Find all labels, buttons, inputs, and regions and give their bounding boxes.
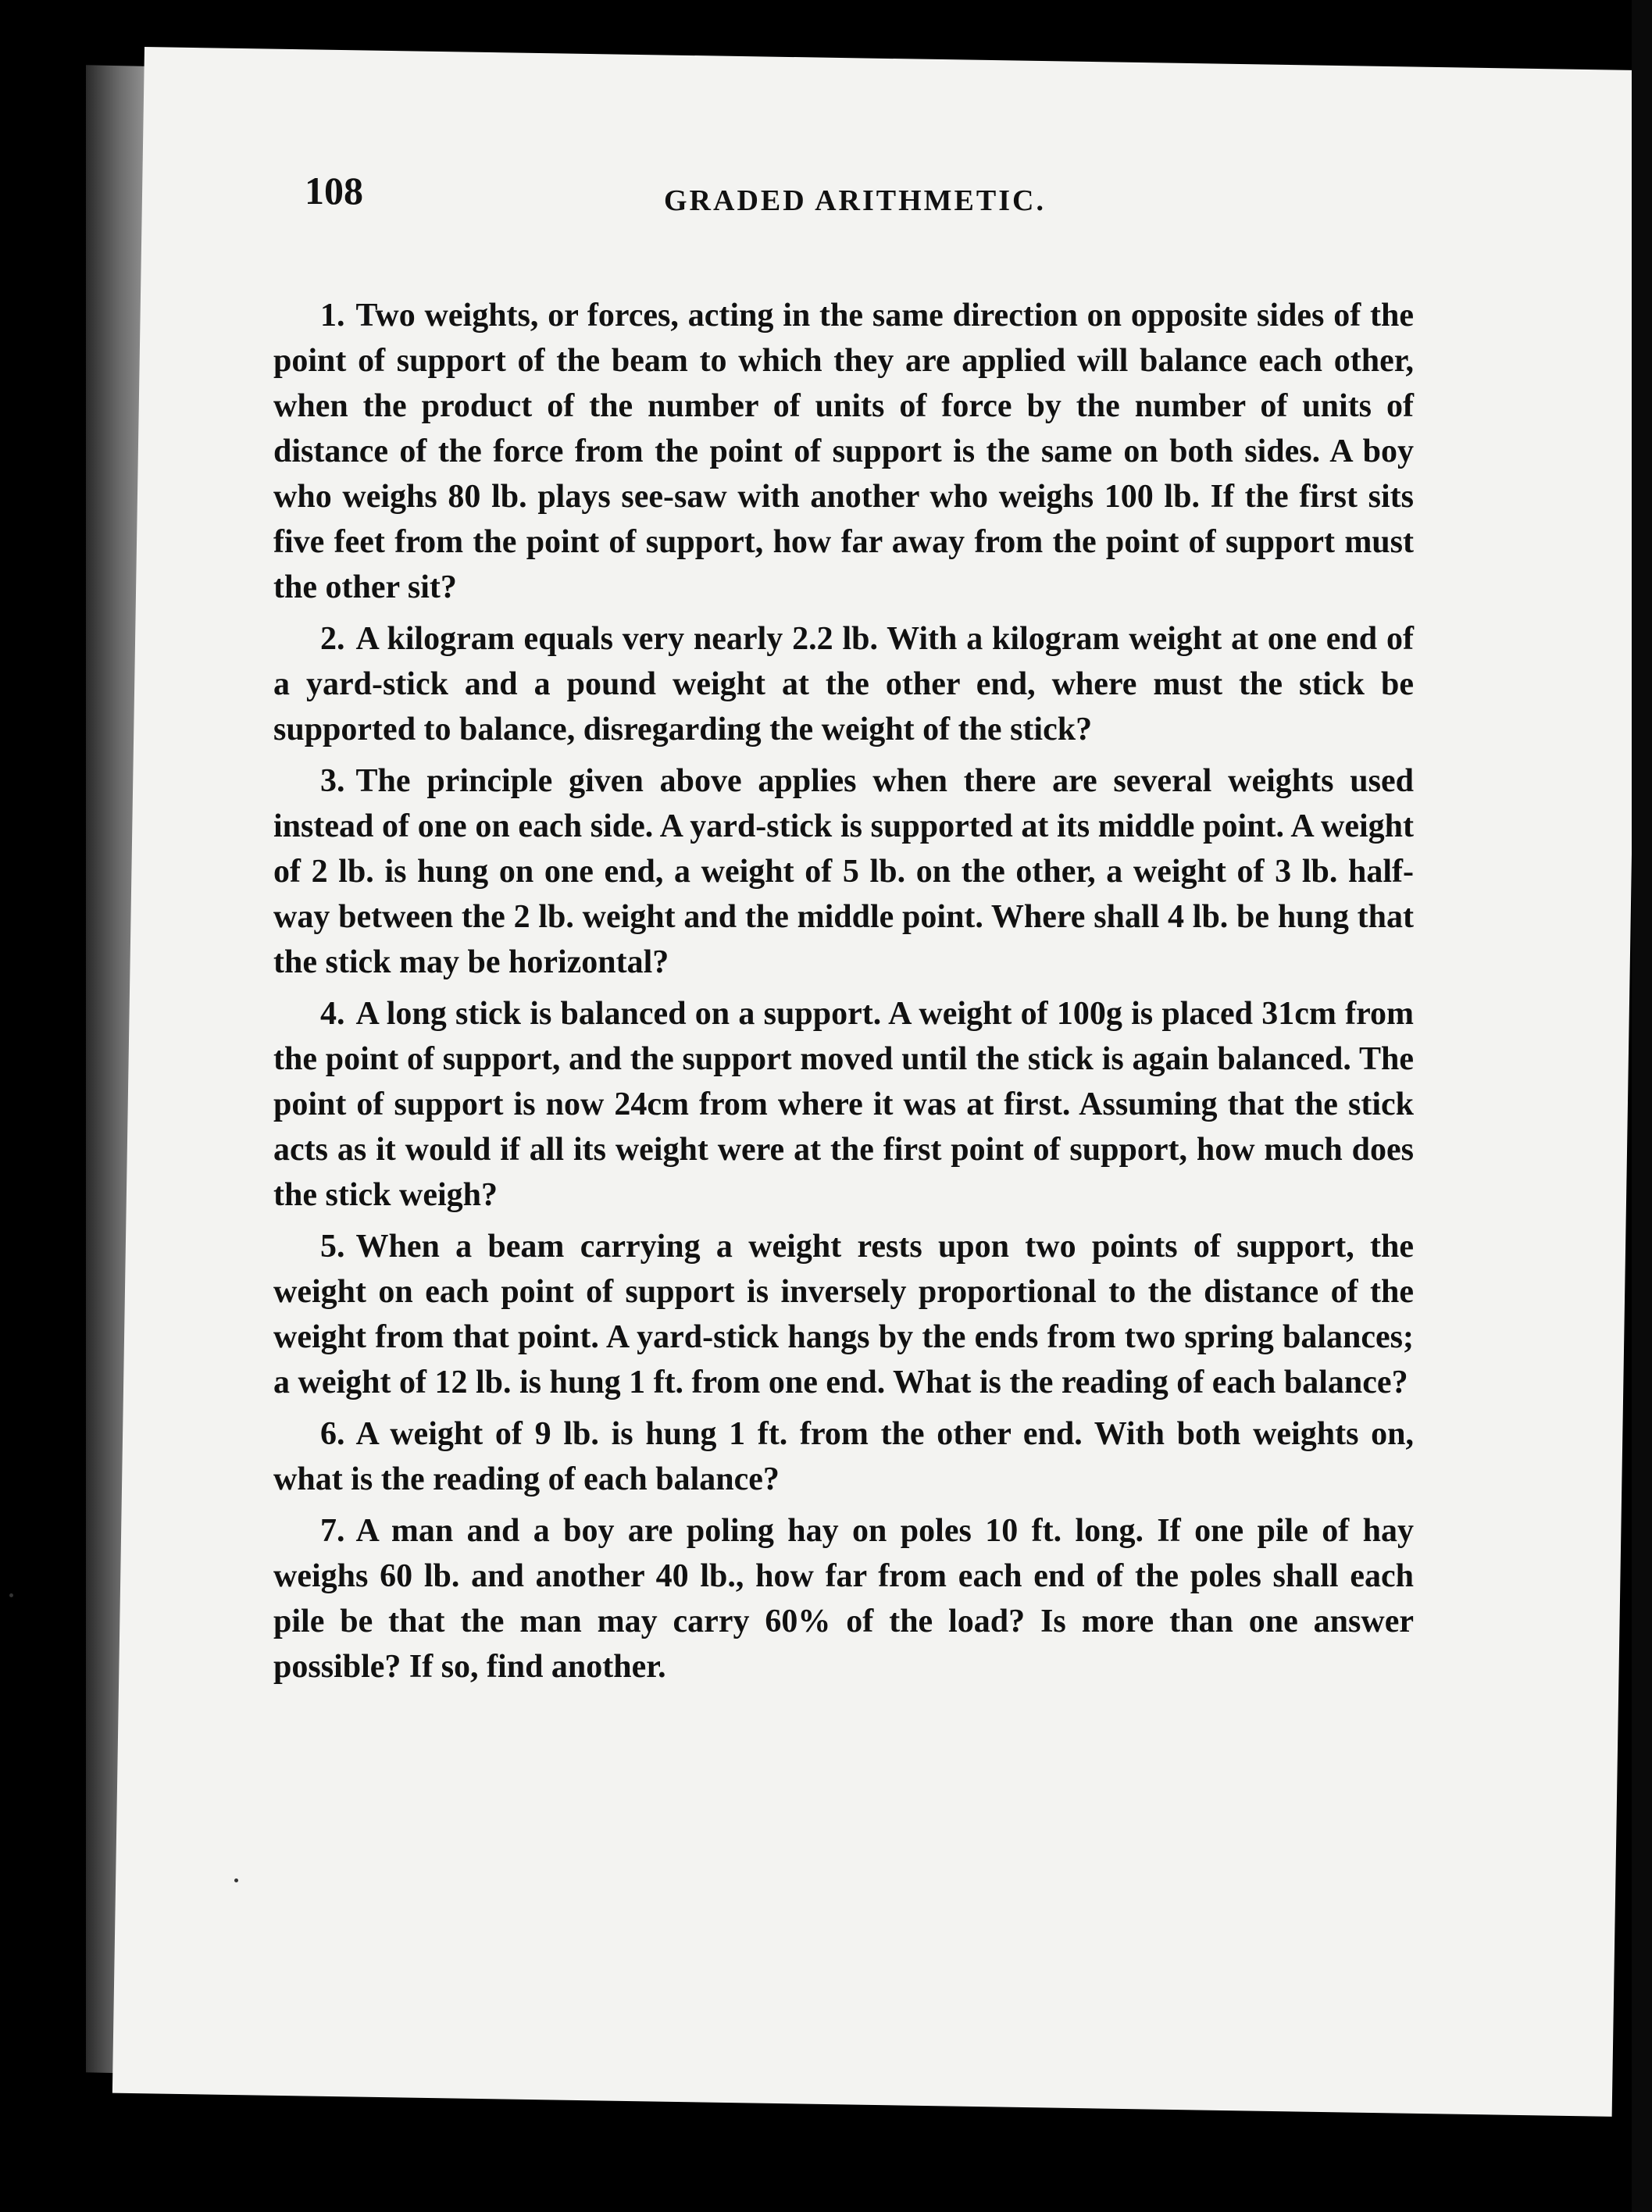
problem-number: 7.: [320, 1513, 345, 1549]
problem-number: 4.: [320, 996, 345, 1032]
scan-speck: [9, 1593, 13, 1597]
page-header-title: GRADED ARITHMETIC.: [664, 184, 1046, 217]
problem-3: [273, 758, 1414, 985]
problem-5: [273, 1224, 1414, 1405]
problem-7: [273, 1508, 1414, 1689]
problem-number: 3.: [320, 763, 345, 799]
problem-number: 6.: [320, 1416, 345, 1452]
scan-border-right: [1632, 0, 1652, 2212]
scan-speck: [234, 1878, 238, 1882]
problem-text: A weight of 9 lb. is hung 1 ft. from the other end. With both weights on, what is the reading of each balance?: [273, 1416, 1414, 1497]
problem-list: [273, 293, 1414, 1696]
problem-text: A long stick is balanced on a support. A weight of 100g is placed 31cm from the point of support, and the support moved until the stick is again balanced. The point of support is now 24cm from where it was at first. Assuming that the stick acts as it would if all its weight were at the first point of support, how much does the stick weigh?: [273, 996, 1414, 1213]
problem-text: A kilogram equals very nearly 2.2 lb. With a kilogram weight at one end of a yard-stick and a pound weight at the other end, where must the stick be supported to balance, disregarding the weight of the stick?: [273, 621, 1414, 747]
problem-text: Two weights, or forces, acting in the same direction on opposite sides of the point of support of the beam to which they are applied will balance each other, when the product of the number of units of force by the number of units of distance of the force from the point of support is the same on both sides. A boy who weighs 80 lb. plays see-saw with another who weighs 100 lb. If the first sits five feet from the point of support, how far away from the point of support must the other sit?: [273, 298, 1414, 605]
problem-number: 1.: [320, 298, 345, 334]
running-head: [305, 168, 1398, 230]
problem-4: [273, 991, 1414, 1218]
problem-text: When a beam carrying a weight rests upon two points of support, the weight on each point of support is inversely proportional to the distance of the weight from that point. A yard-stick hangs by the ends from two spring balances; a weight of 12 lb. is hung 1 ft. from one end. What is the reading of each balance?: [273, 1229, 1414, 1400]
problem-number: 5.: [320, 1229, 345, 1265]
problem-1: [273, 293, 1414, 610]
problem-6: [273, 1411, 1414, 1502]
problem-2: [273, 616, 1414, 752]
problem-text: The principle given above applies when there are several weights used instead of one on each side. A yard-stick is supported at its middle point. A weight of 2 lb. is hung on one end, a weight of 5 lb. on the other, a weight of 3 lb. half-way between the 2 lb. weight and the middle point. Where shall 4 lb. be hung that the stick may be horizontal?: [273, 763, 1414, 980]
problem-number: 2.: [320, 621, 345, 657]
page-number: 108: [305, 169, 363, 212]
problem-text: A man and a boy are poling hay on poles 10 ft. long. If one pile of hay weighs 60 lb. and another 40 lb., how far from each end of the poles shall each pile be that the man may carry 60% of the load? Is more than one answer possible? If so, find another.: [273, 1513, 1414, 1685]
